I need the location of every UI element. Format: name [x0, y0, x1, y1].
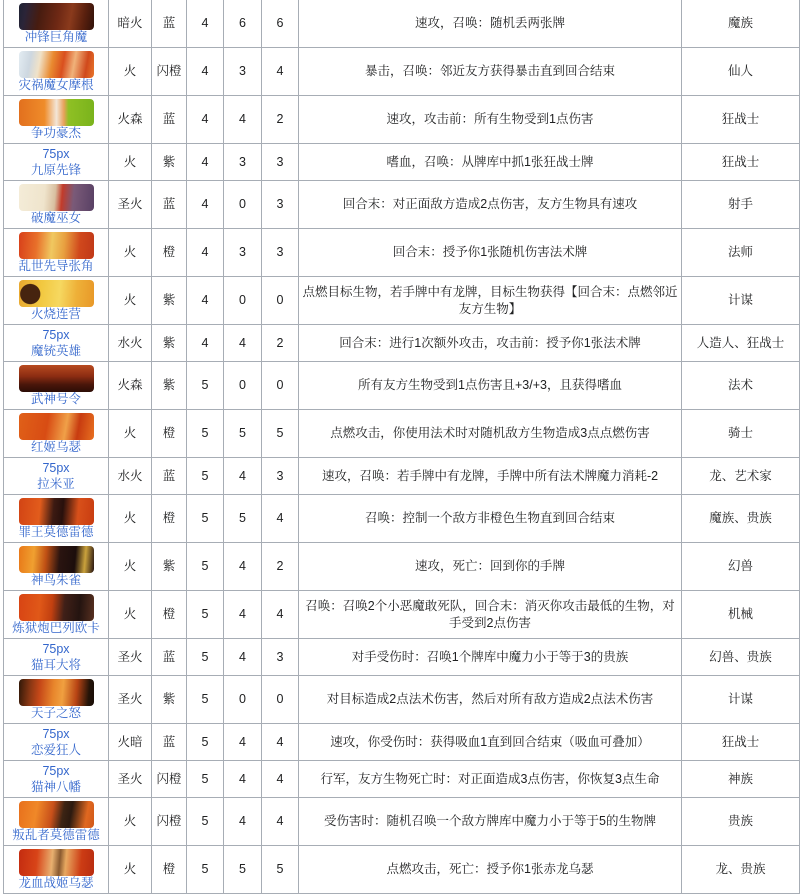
element-cell: 圣火 [109, 181, 152, 229]
tribe-cell: 仙人 [682, 48, 800, 96]
card-art-image[interactable] [19, 99, 94, 126]
table-row [4, 495, 800, 543]
rarity-cell: 闪橙 [152, 761, 187, 798]
attack-cell: 4 [224, 96, 262, 144]
element-cell: 火 [109, 410, 152, 458]
cost-cell: 4 [187, 277, 224, 325]
element-cell: 火 [109, 229, 152, 277]
rarity-cell: 橙 [152, 495, 187, 543]
attack-cell: 3 [224, 144, 262, 181]
card-name-link[interactable]: 猫神八幡 [30, 780, 81, 794]
health-cell: 2 [262, 325, 299, 362]
card-art-image[interactable] [19, 413, 94, 440]
attack-cell: 0 [224, 277, 262, 325]
tribe-cell: 贵族 [682, 798, 800, 846]
tribe-cell: 龙、贵族 [682, 846, 800, 894]
table-row [4, 798, 800, 846]
description-cell: 速攻，攻击前：所有生物受到1点伤害 [299, 96, 682, 144]
health-cell: 3 [262, 639, 299, 676]
attack-cell: 3 [224, 48, 262, 96]
tribe-cell: 骑士 [682, 410, 800, 458]
tribe-cell: 人造人、狂战士 [682, 325, 800, 362]
health-cell: 2 [262, 543, 299, 591]
table-row [4, 724, 800, 761]
element-cell: 水火 [109, 458, 152, 495]
description-cell: 速攻，你受伤时：获得吸血1直到回合结束（吸血可叠加） [299, 724, 682, 761]
tribe-cell: 计谋 [682, 277, 800, 325]
health-cell: 5 [262, 410, 299, 458]
attack-cell: 4 [224, 761, 262, 798]
description-cell: 所有友方生物受到1点伤害且+3/+3，且获得嗜血 [299, 362, 682, 410]
tribe-cell: 魔族 [682, 0, 800, 48]
rarity-cell: 蓝 [152, 639, 187, 676]
element-cell: 火 [109, 798, 152, 846]
card-cell [4, 362, 109, 410]
rarity-cell: 橙 [152, 591, 187, 639]
description-cell: 回合末：进行1次额外攻击，攻击前：授予你1张法术牌 [299, 325, 682, 362]
rarity-cell: 橙 [152, 846, 187, 894]
table-row [4, 846, 800, 894]
card-table [3, 0, 800, 894]
attack-cell: 5 [224, 495, 262, 543]
description-cell: 速攻，死亡：回到你的手牌 [299, 543, 682, 591]
cost-cell: 4 [187, 325, 224, 362]
health-cell: 5 [262, 846, 299, 894]
card-cell [4, 495, 109, 543]
card-name-link[interactable]: 天子之怒 [30, 706, 81, 720]
description-cell: 速攻，召唤：若手牌中有龙牌，手牌中所有法术牌魔力消耗-2 [299, 458, 682, 495]
rarity-cell: 蓝 [152, 0, 187, 48]
card-cell [4, 277, 109, 325]
card-cell [4, 144, 109, 181]
element-cell: 水火 [109, 325, 152, 362]
attack-cell: 3 [224, 229, 262, 277]
card-name-link[interactable]: 魔铳英雄 [30, 344, 81, 358]
card-image-alt-link[interactable]: 75px [42, 642, 70, 656]
card-art-image[interactable] [19, 849, 94, 876]
attack-cell: 4 [224, 798, 262, 846]
card-image-alt-link[interactable]: 75px [42, 461, 70, 475]
card-name-link[interactable]: 罪王莫德雷德 [18, 525, 94, 539]
tribe-cell: 计谋 [682, 676, 800, 724]
card-cell [4, 639, 109, 676]
card-name-link[interactable]: 叛乱者莫德雷德 [12, 828, 100, 842]
description-cell: 回合末：授予你1张随机伤害法术牌 [299, 229, 682, 277]
element-cell: 圣火 [109, 639, 152, 676]
table-row [4, 591, 800, 639]
card-art-image[interactable] [19, 679, 94, 706]
cost-cell: 5 [187, 591, 224, 639]
health-cell: 3 [262, 458, 299, 495]
cost-cell: 5 [187, 362, 224, 410]
card-art-image[interactable] [19, 594, 94, 621]
description-cell: 召唤：召唤2个小恶魔敢死队，回合末：消灭你攻击最低的生物，对手受到2点伤害 [299, 591, 682, 639]
rarity-cell: 蓝 [152, 96, 187, 144]
health-cell: 3 [262, 229, 299, 277]
cost-cell: 4 [187, 0, 224, 48]
health-cell: 0 [262, 676, 299, 724]
table-row [4, 96, 800, 144]
element-cell: 火 [109, 277, 152, 325]
card-name-link[interactable]: 争功豪杰 [30, 126, 81, 140]
element-cell: 火 [109, 591, 152, 639]
card-art-image[interactable] [19, 232, 94, 259]
card-image-alt-link[interactable]: 75px [42, 727, 70, 741]
description-cell: 受伤害时：随机召唤一个敌方牌库中魔力小于等于5的生物牌 [299, 798, 682, 846]
card-image-alt-link[interactable]: 75px [42, 328, 70, 342]
health-cell: 4 [262, 48, 299, 96]
card-name-link[interactable]: 九原先锋 [30, 163, 81, 177]
attack-cell: 6 [224, 0, 262, 48]
description-cell: 点燃攻击，你使用法术时对随机敌方生物造成3点点燃伤害 [299, 410, 682, 458]
table-row [4, 144, 800, 181]
card-cell [4, 48, 109, 96]
card-name-link[interactable]: 炼狱炮巴列欧卡 [12, 621, 100, 635]
description-cell: 对手受伤时：召唤1个牌库中魔力小于等于3的贵族 [299, 639, 682, 676]
card-cell [4, 96, 109, 144]
health-cell: 0 [262, 277, 299, 325]
element-cell: 圣火 [109, 676, 152, 724]
card-cell [4, 458, 109, 495]
tribe-cell: 法师 [682, 229, 800, 277]
attack-cell: 0 [224, 362, 262, 410]
health-cell: 4 [262, 591, 299, 639]
card-name-link[interactable]: 龙血战姬乌瑟 [18, 876, 94, 890]
table-row [4, 761, 800, 798]
element-cell: 火 [109, 543, 152, 591]
card-name-link[interactable]: 破魔巫女 [30, 211, 81, 225]
rarity-cell: 橙 [152, 229, 187, 277]
table-row [4, 676, 800, 724]
table-row [4, 229, 800, 277]
card-name-link[interactable]: 冲锋巨角魔 [24, 30, 88, 44]
card-name-link[interactable]: 猫耳大将 [30, 658, 81, 672]
card-art-image[interactable] [19, 546, 94, 573]
cost-cell: 4 [187, 48, 224, 96]
tribe-cell: 幻兽 [682, 543, 800, 591]
card-cell [4, 761, 109, 798]
attack-cell: 4 [224, 543, 262, 591]
element-cell: 火森 [109, 96, 152, 144]
table-row [4, 181, 800, 229]
tribe-cell: 神族 [682, 761, 800, 798]
card-art-image[interactable] [19, 365, 94, 392]
element-cell: 火 [109, 495, 152, 543]
card-name-link[interactable]: 灾祸魔女摩根 [18, 78, 94, 92]
card-name-link[interactable]: 武神号令 [30, 392, 81, 406]
health-cell: 4 [262, 761, 299, 798]
card-cell [4, 591, 109, 639]
tribe-cell: 魔族、贵族 [682, 495, 800, 543]
cost-cell: 5 [187, 458, 224, 495]
tribe-cell: 狂战士 [682, 144, 800, 181]
card-image-alt-link[interactable]: 75px [42, 764, 70, 778]
attack-cell: 0 [224, 676, 262, 724]
cost-cell: 5 [187, 543, 224, 591]
card-art-image[interactable] [19, 801, 94, 828]
table-row [4, 325, 800, 362]
table-row [4, 0, 800, 48]
attack-cell: 0 [224, 181, 262, 229]
tribe-cell: 狂战士 [682, 96, 800, 144]
card-cell [4, 798, 109, 846]
card-name-link[interactable]: 红姬乌瑟 [30, 440, 81, 454]
element-cell: 暗火 [109, 0, 152, 48]
element-cell: 火暗 [109, 724, 152, 761]
tribe-cell: 射手 [682, 181, 800, 229]
table-row [4, 639, 800, 676]
attack-cell: 5 [224, 410, 262, 458]
cost-cell: 5 [187, 676, 224, 724]
element-cell: 火森 [109, 362, 152, 410]
description-cell: 行军，友方生物死亡时：对正面造成3点伤害，你恢复3点生命 [299, 761, 682, 798]
cost-cell: 5 [187, 846, 224, 894]
table-row [4, 48, 800, 96]
rarity-cell: 闪橙 [152, 798, 187, 846]
rarity-cell: 紫 [152, 144, 187, 181]
tribe-cell: 狂战士 [682, 724, 800, 761]
cost-cell: 5 [187, 639, 224, 676]
tribe-cell: 机械 [682, 591, 800, 639]
health-cell: 3 [262, 144, 299, 181]
health-cell: 3 [262, 181, 299, 229]
card-art-image[interactable] [19, 51, 94, 78]
description-cell: 暴击，召唤：邻近友方获得暴击直到回合结束 [299, 48, 682, 96]
attack-cell: 4 [224, 724, 262, 761]
card-name-link[interactable]: 拉米亚 [37, 477, 75, 491]
tribe-cell: 龙、艺术家 [682, 458, 800, 495]
description-cell: 点燃攻击，死亡：授予你1张赤龙乌瑟 [299, 846, 682, 894]
cost-cell: 4 [187, 181, 224, 229]
rarity-cell: 紫 [152, 277, 187, 325]
cost-cell: 5 [187, 761, 224, 798]
description-cell: 对目标造成2点法术伤害，然后对所有敌方造成2点法术伤害 [299, 676, 682, 724]
cost-cell: 5 [187, 410, 224, 458]
health-cell: 2 [262, 96, 299, 144]
description-cell: 嗜血，召唤：从牌库中抓1张狂战士牌 [299, 144, 682, 181]
card-image-alt-link[interactable]: 75px [42, 147, 70, 161]
description-cell: 点燃目标生物，若手牌中有龙牌，目标生物获得【回合末：点燃邻近友方生物】 [299, 277, 682, 325]
attack-cell: 4 [224, 639, 262, 676]
card-cell [4, 229, 109, 277]
cost-cell: 5 [187, 495, 224, 543]
health-cell: 4 [262, 798, 299, 846]
cost-cell: 4 [187, 144, 224, 181]
cost-cell: 4 [187, 229, 224, 277]
health-cell: 6 [262, 0, 299, 48]
description-cell: 召唤：控制一个敌方非橙色生物直到回合结束 [299, 495, 682, 543]
rarity-cell: 紫 [152, 362, 187, 410]
rarity-cell: 蓝 [152, 724, 187, 761]
card-cell [4, 325, 109, 362]
card-name-link[interactable]: 乱世先导张角 [18, 259, 94, 273]
element-cell: 火 [109, 48, 152, 96]
attack-cell: 4 [224, 325, 262, 362]
rarity-cell: 紫 [152, 676, 187, 724]
card-name-link[interactable]: 神鸟朱雀 [30, 573, 81, 587]
card-art-image[interactable] [19, 184, 94, 211]
element-cell: 圣火 [109, 761, 152, 798]
attack-cell: 4 [224, 458, 262, 495]
element-cell: 火 [109, 846, 152, 894]
health-cell: 0 [262, 362, 299, 410]
card-name-link[interactable]: 恋爱狂人 [30, 743, 81, 757]
rarity-cell: 橙 [152, 410, 187, 458]
cost-cell: 5 [187, 798, 224, 846]
health-cell: 4 [262, 724, 299, 761]
table-row [4, 543, 800, 591]
attack-cell: 4 [224, 591, 262, 639]
card-art-image[interactable] [19, 498, 94, 525]
card-cell [4, 0, 109, 48]
card-cell [4, 410, 109, 458]
card-cell [4, 676, 109, 724]
rarity-cell: 闪橙 [152, 48, 187, 96]
card-table-body [4, 0, 800, 894]
rarity-cell: 紫 [152, 325, 187, 362]
rarity-cell: 紫 [152, 543, 187, 591]
card-cell [4, 846, 109, 894]
card-cell [4, 181, 109, 229]
card-cell [4, 724, 109, 761]
element-cell: 火 [109, 144, 152, 181]
card-art-image[interactable] [19, 280, 94, 307]
card-cell [4, 543, 109, 591]
cost-cell: 4 [187, 96, 224, 144]
rarity-cell: 蓝 [152, 181, 187, 229]
cost-cell: 5 [187, 724, 224, 761]
table-row [4, 362, 800, 410]
health-cell: 4 [262, 495, 299, 543]
table-row [4, 410, 800, 458]
attack-cell: 5 [224, 846, 262, 894]
table-row [4, 277, 800, 325]
table-row [4, 458, 800, 495]
rarity-cell: 蓝 [152, 458, 187, 495]
card-art-image[interactable] [19, 3, 94, 30]
card-name-link[interactable]: 火烧连营 [30, 307, 81, 321]
tribe-cell: 幻兽、贵族 [682, 639, 800, 676]
description-cell: 回合末：对正面敌方造成2点伤害，友方生物具有速攻 [299, 181, 682, 229]
tribe-cell: 法术 [682, 362, 800, 410]
description-cell: 速攻，召唤：随机丢两张牌 [299, 0, 682, 48]
